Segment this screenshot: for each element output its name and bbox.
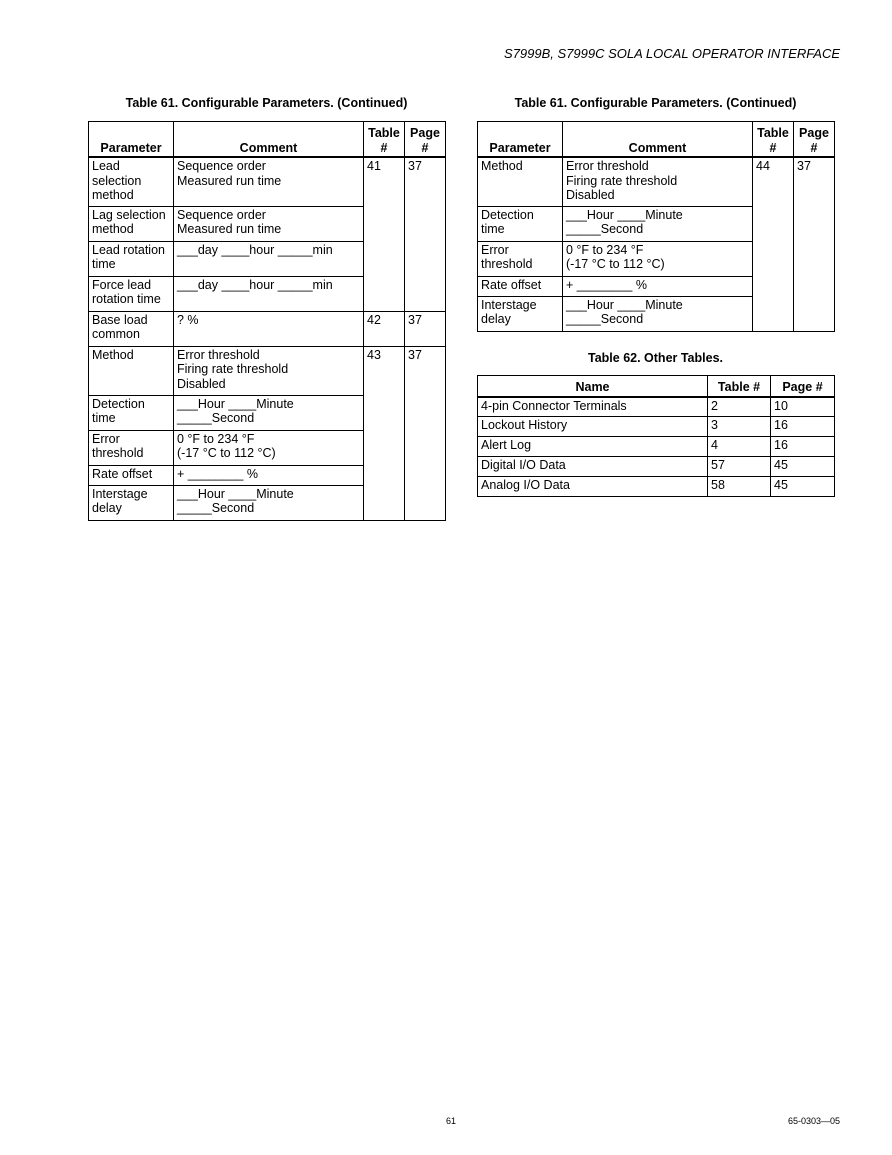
table-61-right [477, 121, 835, 332]
col-header-comment: Comment [563, 122, 753, 158]
name-cell: Analog I/O Data [478, 477, 708, 497]
comment-cell: ___Hour ____Minute _____Second [563, 296, 753, 331]
table-num-cell: 58 [708, 477, 771, 497]
page-num-cell: 37 [405, 157, 446, 311]
name-cell: Digital I/O Data [478, 457, 708, 477]
comment-cell: ___Hour ____Minute _____Second [563, 206, 753, 241]
comment-cell: ___Hour ____Minute _____Second [174, 485, 364, 520]
col-header-table: Table # [364, 122, 405, 158]
page-number: 61 [446, 1116, 457, 1126]
table-row [478, 437, 835, 457]
table-61-left [88, 121, 446, 521]
table-num-cell: 41 [364, 157, 405, 311]
param-cell: Interstage delay [89, 485, 174, 520]
col-header-comment: Comment [174, 122, 364, 158]
table-62-caption: Table 62. Other Tables. [588, 351, 723, 365]
page-num-cell: 45 [771, 477, 835, 497]
table-row [89, 157, 446, 206]
table-row [478, 157, 835, 206]
comment-cell: Sequence order Measured run time [174, 206, 364, 241]
comment-cell: Sequence order Measured run time [174, 157, 364, 206]
page-num-cell: 37 [794, 157, 835, 331]
comment-cell: Error threshold Firing rate threshold Disabled [563, 157, 753, 206]
param-cell: Base load common [89, 311, 174, 346]
param-cell: Detection time [89, 395, 174, 430]
page-num-cell: 37 [405, 346, 446, 520]
comment-cell: 0 °F to 234 °F (-17 °C to 112 °C) [563, 241, 753, 276]
running-header: S7999B, S7999C SOLA LOCAL OPERATOR INTERFACE [504, 46, 840, 61]
param-cell: Interstage delay [478, 296, 563, 331]
table-row [478, 457, 835, 477]
name-cell: 4-pin Connector Terminals [478, 397, 708, 417]
param-cell: Error threshold [89, 430, 174, 465]
comment-cell: ___Hour ____Minute _____Second [174, 395, 364, 430]
table-num-cell: 3 [708, 417, 771, 437]
document-number: 65-0303—05 [787, 1116, 840, 1126]
param-cell: Rate offset [89, 465, 174, 485]
col-header-parameter: Parameter [89, 122, 174, 158]
param-cell: Lead selection method [89, 157, 174, 206]
param-cell: Force lead rotation time [89, 276, 174, 311]
table-num-cell: 57 [708, 457, 771, 477]
name-cell: Alert Log [478, 437, 708, 457]
col-header-page: Page # [794, 122, 835, 158]
param-cell: Error threshold [478, 241, 563, 276]
comment-cell: + ________ % [563, 276, 753, 296]
table-num-cell: 44 [753, 157, 794, 331]
param-cell: Detection time [478, 206, 563, 241]
page-num-cell: 16 [771, 437, 835, 457]
page-num-cell: 16 [771, 417, 835, 437]
table-num-cell: 42 [364, 311, 405, 346]
comment-cell: Error threshold Firing rate threshold Disabled [174, 346, 364, 395]
col-header-parameter: Parameter [478, 122, 563, 158]
table-num-cell: 2 [708, 397, 771, 417]
table-row [89, 311, 446, 346]
comment-cell: ? % [174, 311, 364, 346]
page-num-cell: 37 [405, 311, 446, 346]
table-row [478, 417, 835, 437]
comment-cell: 0 °F to 234 °F (-17 °C to 112 °C) [174, 430, 364, 465]
comment-cell: ___day ____hour _____min [174, 241, 364, 276]
param-cell: Lag selection method [89, 206, 174, 241]
page-num-cell: 10 [771, 397, 835, 417]
col-header-page: Page # [405, 122, 446, 158]
name-cell: Lockout History [478, 417, 708, 437]
table-num-cell: 4 [708, 437, 771, 457]
col-header-table: Table # [708, 376, 771, 397]
page-num-cell: 45 [771, 457, 835, 477]
comment-cell: ___day ____hour _____min [174, 276, 364, 311]
table-62 [477, 375, 835, 497]
col-header-page: Page # [771, 376, 835, 397]
table-61-right-caption: Table 61. Configurable Parameters. (Continued) [514, 96, 797, 110]
table-row [478, 477, 835, 497]
col-header-table: Table # [753, 122, 794, 158]
param-cell: Rate offset [478, 276, 563, 296]
param-cell: Method [478, 157, 563, 206]
param-cell: Method [89, 346, 174, 395]
col-header-name: Name [478, 376, 708, 397]
table-61-left-caption: Table 61. Configurable Parameters. (Continued) [125, 96, 408, 110]
table-row [478, 397, 835, 417]
table-row [89, 346, 446, 395]
comment-cell: + ________ % [174, 465, 364, 485]
param-cell: Lead rotation time [89, 241, 174, 276]
table-num-cell: 43 [364, 346, 405, 520]
